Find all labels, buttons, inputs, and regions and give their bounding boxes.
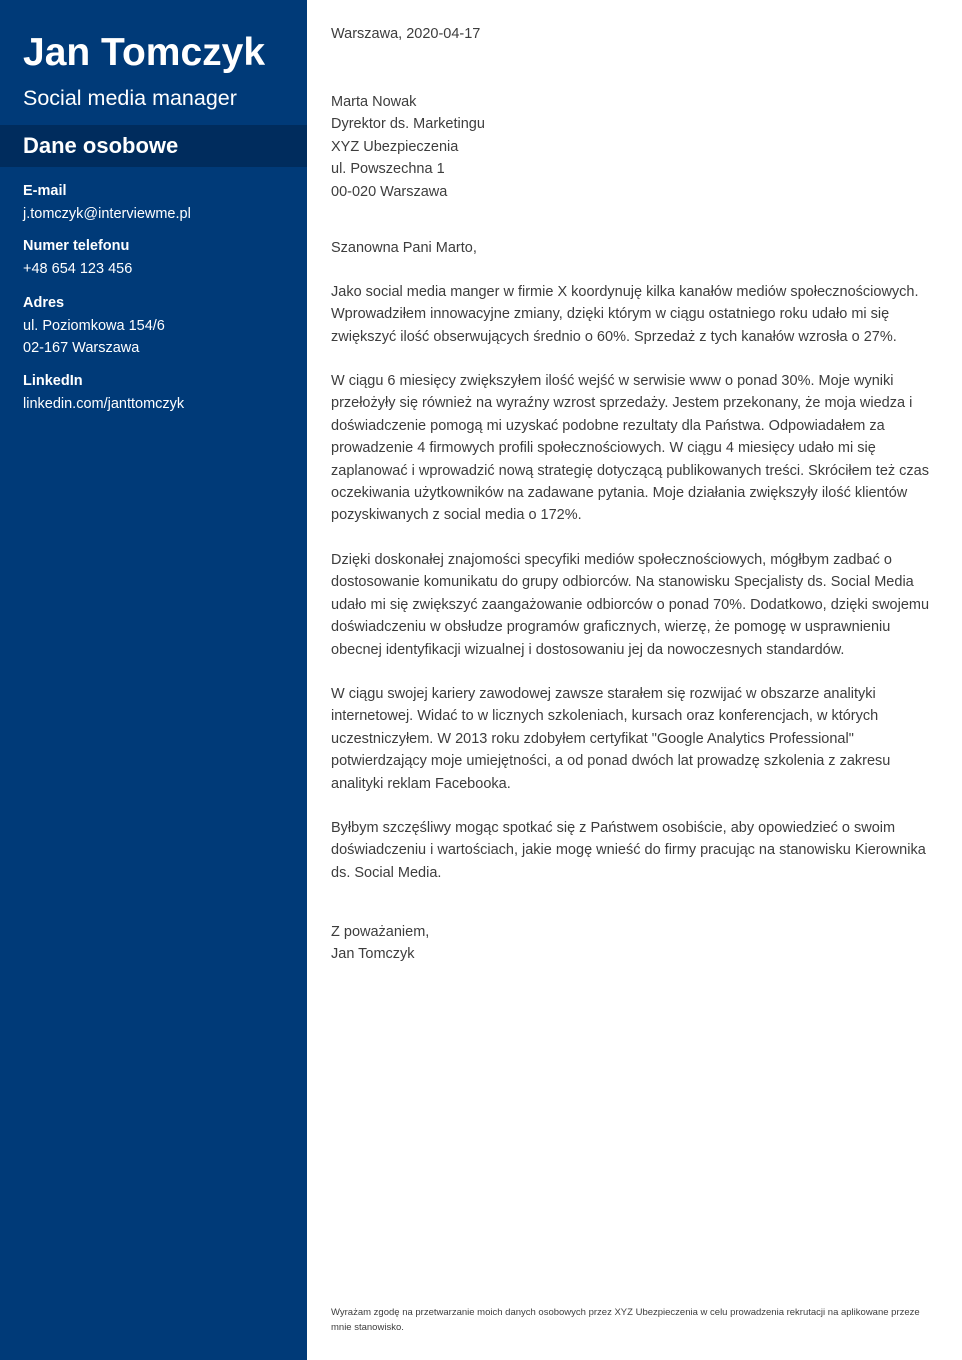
contact-linkedin <box>23 370 293 415</box>
letter-paragraph: W ciągu 6 miesięcy zwiększyłem ilość wejść w serwisie www o ponad 30%. Moje wyniki przełożyły się również na wyraźny wzrost sprzedaży. Jestem przekonany, że moja wiedza i doświadczenie pomogą mi uzyskać podobne rezultaty dla Państwa. Odpowiadałem za prowadzenie 4 firmowych profili społecznościowych. W ciągu 4 miesięcy udało mi się zaplanować i wprowadzić nową strategię dotyczącą publikowanych treści. Skróciłem też czas oczekiwania użytkowników na zadawane pytania. Moje działania zwiększyły ilość klientów pozyskiwanych z social media o 172%. <box>331 373 929 524</box>
recipient-company: XYZ Ubezpieczenia <box>331 138 459 155</box>
recipient-street: ul. Powszechna 1 <box>331 161 445 178</box>
recipient-city: 00-020 Warszawa <box>331 183 448 200</box>
recipient-block <box>331 91 936 203</box>
phone-value[interactable]: +48 654 123 456 <box>23 260 133 277</box>
letter-paragraph: Jako social media manger w firmie X koordynuję kilka kanałów mediów społecznościowych. Wprowadziłem innowacyjne zmiany, dzięki którym w ciągu ostatniego roku udało mi się zwiększyć ilość obserwujących średnio o 60%. Sprzedaż z tych kanałów wzrosła o 27%. <box>331 284 919 345</box>
candidate-name: Jan Tomczyk <box>23 31 266 74</box>
letter-greeting: Szanowna Pani Marto, <box>331 240 477 256</box>
personal-data-header <box>0 125 307 167</box>
letter-body <box>331 0 936 1360</box>
letter-date: Warszawa, 2020-04-17 <box>331 26 481 42</box>
address-line-1: ul. Poziomkowa 154/6 <box>23 317 165 334</box>
address-label: Adres <box>23 295 65 311</box>
personal-data-title: Dane osobowe <box>23 133 179 158</box>
email-value[interactable]: j.tomczyk@interviewme.pl <box>23 205 191 222</box>
letter-paragraph: Byłbym szczęśliwy mogąc spotkać się z Państwem osobiście, aby opowiedzieć o swoim doświadczeniu i wartościach, jakie mogę wnieść do firmy pracując na stanowisku Kierownika ds. Social Media. <box>331 820 926 881</box>
recipient-name: Marta Nowak <box>331 94 417 110</box>
sidebar <box>0 0 307 1360</box>
letter-closing: Z poważaniem, <box>331 924 430 940</box>
contact-address <box>23 292 293 360</box>
address-line-2: 02-167 Warszawa <box>23 340 140 356</box>
consent-clause: Wyrażam zgodę na przetwarzanie moich danych osobowych przez XYZ Ubezpieczenia w celu prowadzenia rekrutacji na aplikowane przeze mnie stanowisko. <box>331 1307 920 1333</box>
letter-paragraph: Dzięki doskonałej znajomości specyfiki mediów społecznościowych, mógłbym zadbać o dostosowanie komunikatu do grupy odbiorców. Na stanowisku Specjalisty ds. Social Media udało mi się zwiększyć zaangażowanie odbiorców o ponad 70%. Dodatkowo, dzięki swojemu doświadczeniu w obsłudze programów graficznych, wierzę, że pomogę w usprawnieniu obecnej identyfikacji wizualnej i dostosowaniu jej da nowoczesnych standardów. <box>331 552 930 658</box>
phone-label: Numer telefonu <box>23 238 130 254</box>
linkedin-label: LinkedIn <box>23 373 83 389</box>
linkedin-value[interactable]: linkedin.com/janttomczyk <box>23 395 185 412</box>
closing-block <box>331 921 936 966</box>
letter-paragraph: W ciągu swojej kariery zawodowej zawsze starałem się rozwijać w obszarze analityki internetowej. Widać to w licznych szkoleniach, kursach oraz konferencjach, w których uczestniczyłem. W 2013 roku zdobyłem certyfikat "Google Analytics Professional" potwierdzający moje umiejętności, a od ponad dwóch lat prowadzę szkolenia z zakresu analityki reklam Facebooka. <box>331 686 891 792</box>
email-label: E-mail <box>23 183 67 199</box>
recipient-position: Dyrektor ds. Marketingu <box>331 116 485 133</box>
letter-signature: Jan Tomczyk <box>331 946 415 963</box>
contact-phone <box>23 235 293 280</box>
candidate-job-title: Social media manager <box>23 86 237 110</box>
contact-email <box>23 180 293 225</box>
